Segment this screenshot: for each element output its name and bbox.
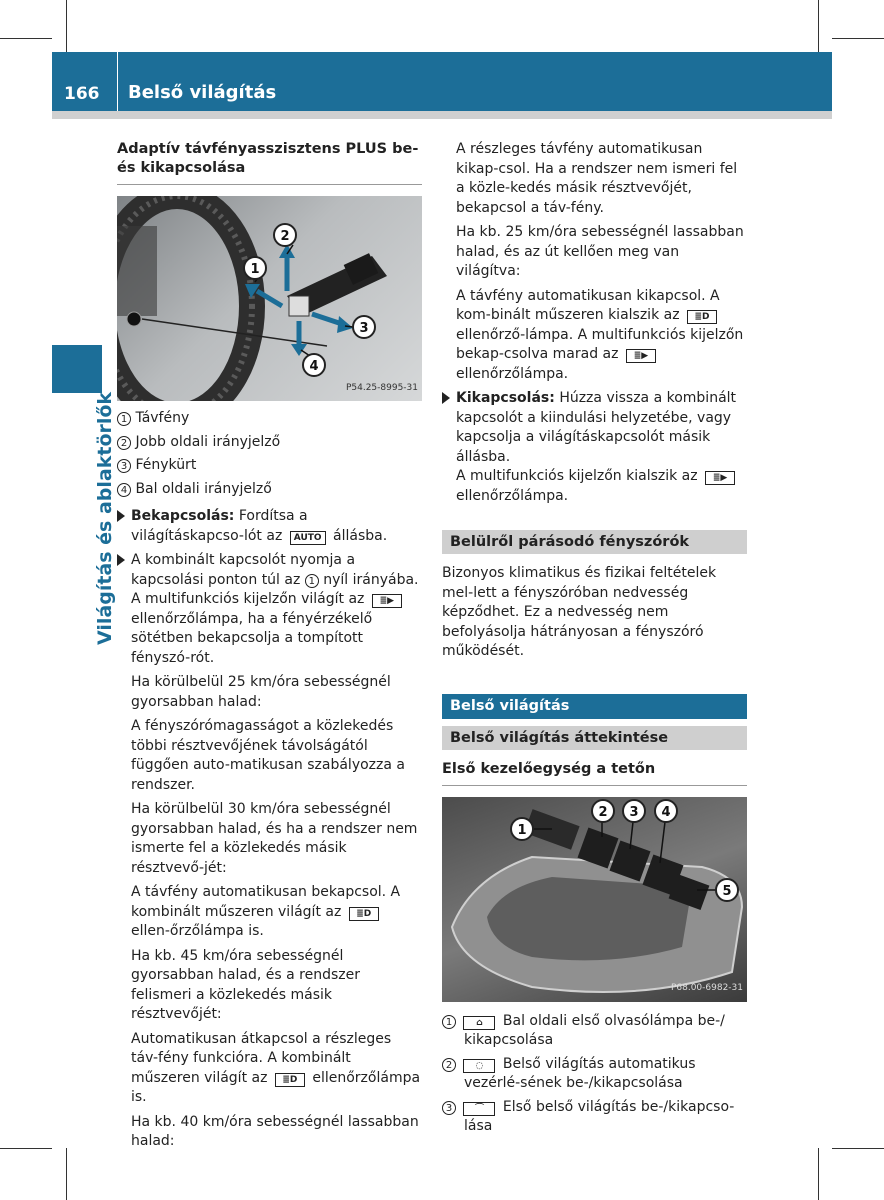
subheading: Első kezelőegység a tetőn — [442, 760, 656, 777]
auto-highbeam-icon: ≣▶ — [705, 471, 735, 485]
callout-1 — [244, 257, 266, 279]
header-strip — [52, 111, 832, 119]
callout-5 — [716, 879, 738, 901]
legend-text: Első belső világítás be-/kikapcso-lása — [464, 1098, 735, 1134]
bullet-text: nyíl irányába. — [323, 571, 419, 588]
crop-mark — [0, 1148, 52, 1149]
page-title: Belső világítás — [128, 82, 277, 103]
callout-2 — [274, 224, 296, 246]
bullet-on — [117, 507, 422, 546]
bullet-arrow-icon — [442, 392, 450, 404]
legend-item — [117, 480, 422, 500]
legend-number: 2 — [442, 1058, 456, 1072]
reading-lamp-icon: ⌂ — [463, 1016, 495, 1030]
roof-console-illustration — [442, 797, 747, 1002]
bullet-text: A kombinált kapcsolót nyomja a kapcsolási ponton túl az — [131, 552, 356, 588]
bullet-arrow-icon — [117, 554, 125, 566]
section-heading: Adaptív távfényasszisztens PLUS be- és kikapcsolása — [117, 141, 419, 176]
figure-code: P68.00-6982-31 — [670, 983, 743, 993]
bullet-text: ellenőrzőlámpa. — [456, 487, 569, 504]
section-title-overview: Belső világítás áttekintése — [442, 726, 747, 750]
paragraph: Ha kb. 45 km/óra sebességnél gyorsabban halad, és a rendszer felismeri a közlekedés másik résztvevőjét: — [131, 947, 360, 1022]
svg-text:4: 4 — [309, 359, 319, 374]
bullet-off — [442, 389, 747, 506]
paragraph — [117, 1030, 422, 1108]
legend-number: 2 — [117, 436, 131, 450]
paragraph-text: ellen-őrzőlámpa is. — [131, 923, 264, 939]
paragraph — [442, 287, 747, 385]
heading-rule — [442, 785, 747, 786]
paragraph-text: ellenőrzőlámpa. — [456, 365, 569, 382]
paragraph-text: ellenőrzőlámpa is. — [131, 1069, 421, 1105]
svg-text:5: 5 — [722, 883, 732, 899]
side-tab-block — [52, 345, 102, 393]
legend-text: Bal oldali első olvasólámpa be-/ kikapcsolása — [464, 1012, 725, 1048]
paragraph-text: ellenőrző-lámpa. A multifunkciós kijelzőn bekap-csolva marad az — [456, 326, 744, 362]
crop-mark — [832, 1148, 884, 1149]
crop-mark — [66, 1148, 67, 1200]
callout-3 — [623, 800, 645, 822]
svg-text:1: 1 — [517, 822, 527, 838]
right-column — [442, 140, 747, 1141]
bullet-text: Fordítsa a világításkapcso-lót az — [131, 508, 308, 544]
crop-mark — [818, 0, 819, 52]
legend-list — [117, 409, 422, 499]
callout-3 — [353, 316, 375, 338]
paragraph: A fényszórómagasságot a közlekedés többi résztvevőjének távolságától függően auto-matikusan szabályozza a rendszer. — [131, 718, 405, 793]
svg-text:4: 4 — [661, 804, 671, 820]
paragraph: Ha kb. 25 km/óra sebességnél lassabban halad, és az út kellően meg van világítva: — [456, 224, 744, 279]
highbeam-icon: ≣D — [687, 310, 717, 324]
stalk-illustration — [117, 196, 422, 401]
side-tab-label: Világítás és ablaktörlők — [94, 391, 116, 645]
legend-number: 3 — [442, 1101, 456, 1115]
crop-mark — [0, 38, 52, 39]
figure-code: P54.25-8995-31 — [345, 382, 418, 393]
svg-text:2: 2 — [598, 804, 608, 820]
callout-4 — [655, 800, 677, 822]
bullet-text: Húzza vissza a kombinált kapcsolót a kiindulási helyzetébe, vagy kapcsolja a világításkapcsolót másik állásba. — [456, 390, 737, 465]
highbeam-icon: ≣D — [275, 1073, 305, 1087]
legend-item — [442, 1012, 747, 1051]
bullet-arrow-icon — [117, 510, 125, 522]
highbeam-icon: ≣D — [349, 907, 379, 921]
bullet-label: Kikapcsolás: — [456, 390, 555, 406]
paragraph: A részleges távfény automatikusan kikap-csol. Ha a rendszer nem ismeri fel a közle-kedés másik résztvevőjét, bekapcsol a táv-fény. — [456, 141, 738, 216]
stalk-figure — [117, 196, 422, 401]
legend-item — [117, 409, 422, 429]
paragraph: Bizonyos klimatikus és fizikai feltételek mel-lett a fényszóróban nedvesség képződhet. Ez a nedvesség nem befolyásolja hátrányosan a fényszóró működését. — [442, 565, 717, 659]
legend-item — [117, 456, 422, 476]
crop-mark — [818, 1148, 819, 1200]
svg-text:3: 3 — [359, 321, 369, 336]
legend-item — [442, 1055, 747, 1094]
legend-number: 4 — [117, 483, 131, 497]
roof-control-figure — [442, 797, 747, 1002]
paragraph: Ha körülbelül 25 km/óra sebességnél gyorsabban halad: — [131, 674, 391, 710]
left-column — [117, 140, 422, 1157]
callout-2 — [592, 800, 614, 822]
legend-list — [442, 1012, 747, 1137]
paragraph: Ha körülbelül 30 km/óra sebességnél gyorsabban halad, és ha a rendszer nem ismerte fel a közlekedés másik résztvevő-jét: — [131, 801, 418, 876]
paragraph-text: A távfény automatikusan bekapcsol. A kombinált műszeren világít az — [131, 884, 401, 920]
legend-text: Bal oldali irányjelző — [135, 480, 272, 497]
svg-text:3: 3 — [629, 804, 639, 820]
legend-item — [117, 433, 422, 453]
section-title-interior: Belső világítás — [442, 694, 747, 719]
auto-highbeam-icon: ≣▶ — [626, 349, 656, 363]
legend-text: Fénykürt — [135, 457, 197, 473]
auto-symbol-icon: AUTO — [290, 531, 326, 545]
paragraph-text: A távfény automatikusan kikapcsol. A kom-binált műszeren kialszik az — [456, 287, 720, 323]
legend-text: Jobb oldali irányjelző — [135, 433, 281, 450]
legend-number: 1 — [117, 412, 131, 426]
bullet-text: A multifunkciós kijelzőn világít az — [131, 591, 365, 607]
bullet-text: ellenőrzőlámpa, ha a fényérzékelő sötétben bekapcsolja a tompított fényszó-rót. — [131, 610, 373, 666]
paragraph-text: Automatikusan átkapcsol a részleges táv-fény funkcióra. A kombinált műszeren világít az — [131, 1030, 392, 1086]
callout-4 — [303, 354, 325, 376]
header-separator — [117, 52, 118, 111]
inline-number: 1 — [305, 574, 319, 588]
legend-number: 3 — [117, 459, 131, 473]
page-number: 166 — [64, 84, 100, 104]
legend-text: Belső világítás automatikus vezérlé-sének be-/kikapcsolása — [464, 1055, 696, 1091]
side-tab — [56, 391, 116, 645]
paragraph: Ha kb. 40 km/óra sebességnél lassabban halad: — [131, 1113, 419, 1149]
heading-rule — [117, 184, 422, 185]
bullet-push — [117, 551, 422, 668]
crop-mark — [832, 38, 884, 39]
crop-mark — [66, 0, 67, 52]
auto-highbeam-icon: ≣▶ — [372, 594, 402, 608]
front-interior-light-icon: ⌒ — [463, 1102, 495, 1116]
legend-text: Távfény — [135, 410, 190, 426]
bullet-text: A multifunkciós kijelzőn kialszik az — [456, 468, 698, 484]
paragraph — [117, 883, 422, 942]
svg-text:2: 2 — [280, 229, 290, 244]
callout-1 — [511, 818, 533, 840]
legend-number: 1 — [442, 1015, 456, 1029]
auto-light-icon: ◌ — [463, 1059, 495, 1073]
svg-text:1: 1 — [250, 262, 260, 277]
bullet-text: állásba. — [333, 527, 388, 544]
legend-item — [442, 1098, 747, 1137]
section-title-fogging: Belülről párásodó fényszórók — [442, 530, 747, 554]
bullet-label: Bekapcsolás: — [131, 508, 235, 524]
